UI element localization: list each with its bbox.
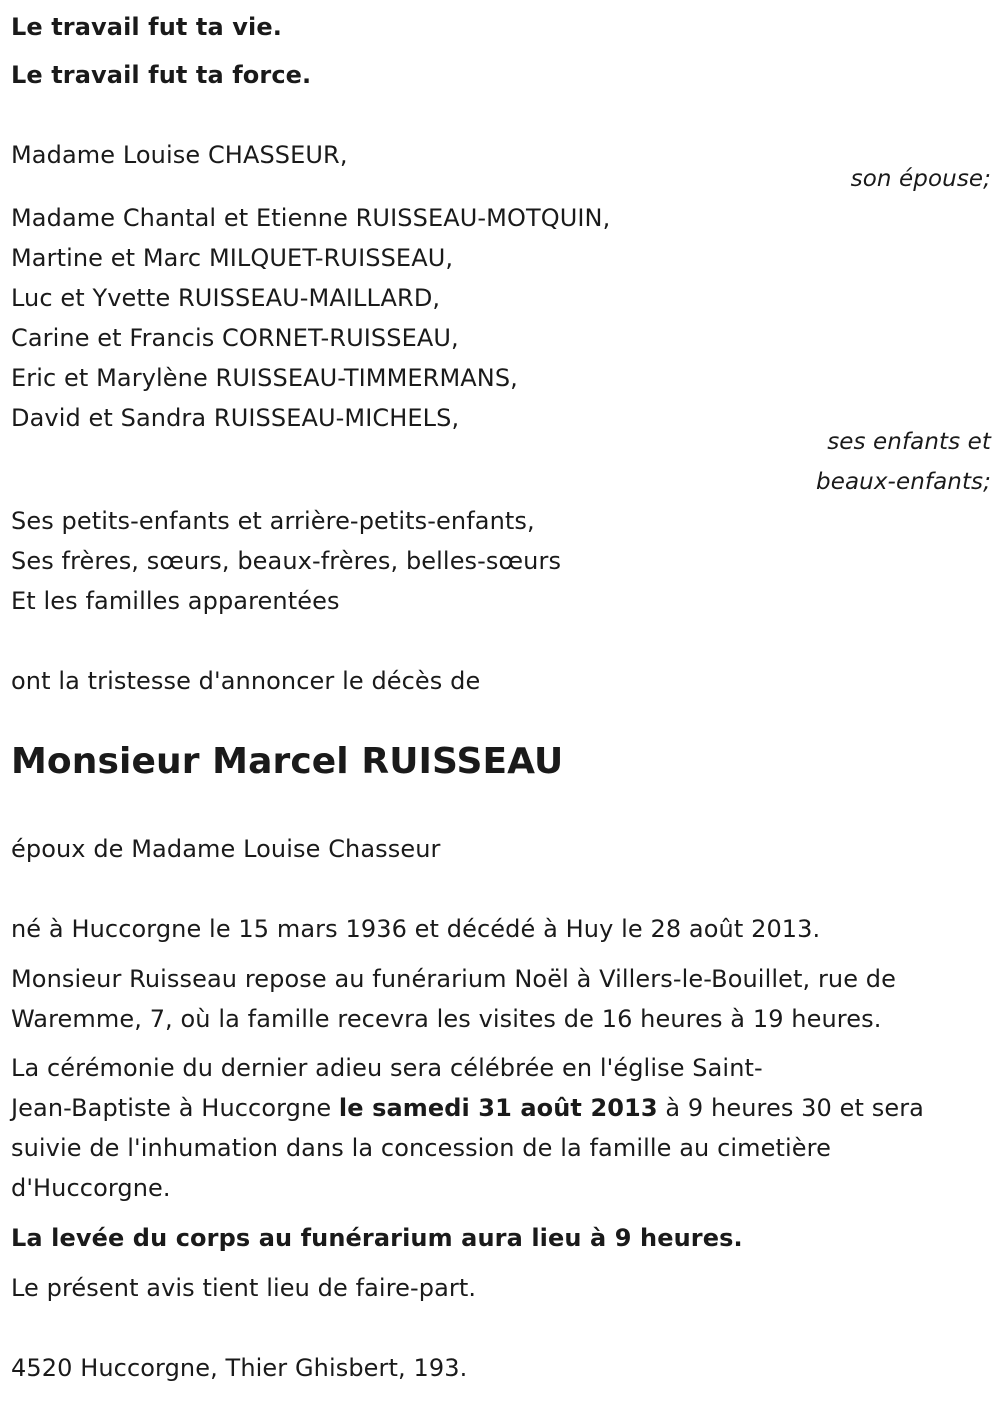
relatives-line: Ses petits-enfants et arrière-petits-enfants,: [11, 507, 535, 535]
motto-line-1: Le travail fut ta vie.: [11, 13, 282, 41]
children-role-line-2: beaux-enfants;: [816, 469, 991, 495]
spouse-name: Madame Louise CHASSEUR,: [11, 141, 348, 169]
ceremony-line-3: suivie de l'inhumation dans la concession de la famille au cimetière: [11, 1134, 831, 1162]
child-line: Eric et Marylène RUISSEAU-TIMMERMANS,: [11, 364, 518, 392]
faire-part-notice: Le présent avis tient lieu de faire-part.: [11, 1274, 477, 1302]
announcement-text: ont la tristesse d'annoncer le décès de: [11, 667, 481, 695]
rest-location-line-1: Monsieur Ruisseau repose au funérarium Noël à Villers-le-Bouillet, rue de: [11, 965, 897, 993]
ceremony-text: à 9 heures 30 et sera: [657, 1094, 924, 1122]
relatives-line: Et les familles apparentées: [11, 587, 340, 615]
levee-notice: La levée du corps au funérarium aura lieu à 9 heures.: [11, 1224, 743, 1252]
child-line: Martine et Marc MILQUET-RUISSEAU,: [11, 244, 454, 272]
child-line: Madame Chantal et Etienne RUISSEAU-MOTQUIN,: [11, 204, 611, 232]
relatives-line: Ses frères, sœurs, beaux-frères, belles-sœurs: [11, 547, 562, 575]
ceremony-text: Jean-Baptiste à Huccorgne: [11, 1094, 339, 1122]
family-address: 4520 Huccorgne, Thier Ghisbert, 193.: [11, 1354, 468, 1382]
ceremony-line-4: d'Huccorgne.: [11, 1174, 171, 1202]
birth-death-dates: né à Huccorgne le 15 mars 1936 et décédé à Huy le 28 août 2013.: [11, 915, 821, 943]
motto-line-2: Le travail fut ta force.: [11, 61, 312, 89]
rest-location-line-2: Waremme, 7, où la famille recevra les visites de 16 heures à 19 heures.: [11, 1005, 882, 1033]
children-role-line-1: ses enfants et: [827, 429, 991, 455]
child-line: David et Sandra RUISSEAU-MICHELS,: [11, 404, 460, 432]
spouse-role: son épouse;: [850, 166, 991, 192]
child-line: Carine et Francis CORNET-RUISSEAU,: [11, 324, 459, 352]
deceased-name: Monsieur Marcel RUISSEAU: [11, 741, 564, 782]
child-line: Luc et Yvette RUISSEAU-MAILLARD,: [11, 284, 441, 312]
ceremony-line-1: La cérémonie du dernier adieu sera célébrée en l'église Saint-: [11, 1054, 763, 1082]
deceased-relation: époux de Madame Louise Chasseur: [11, 835, 441, 863]
ceremony-date: le samedi 31 août 2013: [338, 1094, 658, 1122]
ceremony-line-2: [11, 1093, 924, 1123]
